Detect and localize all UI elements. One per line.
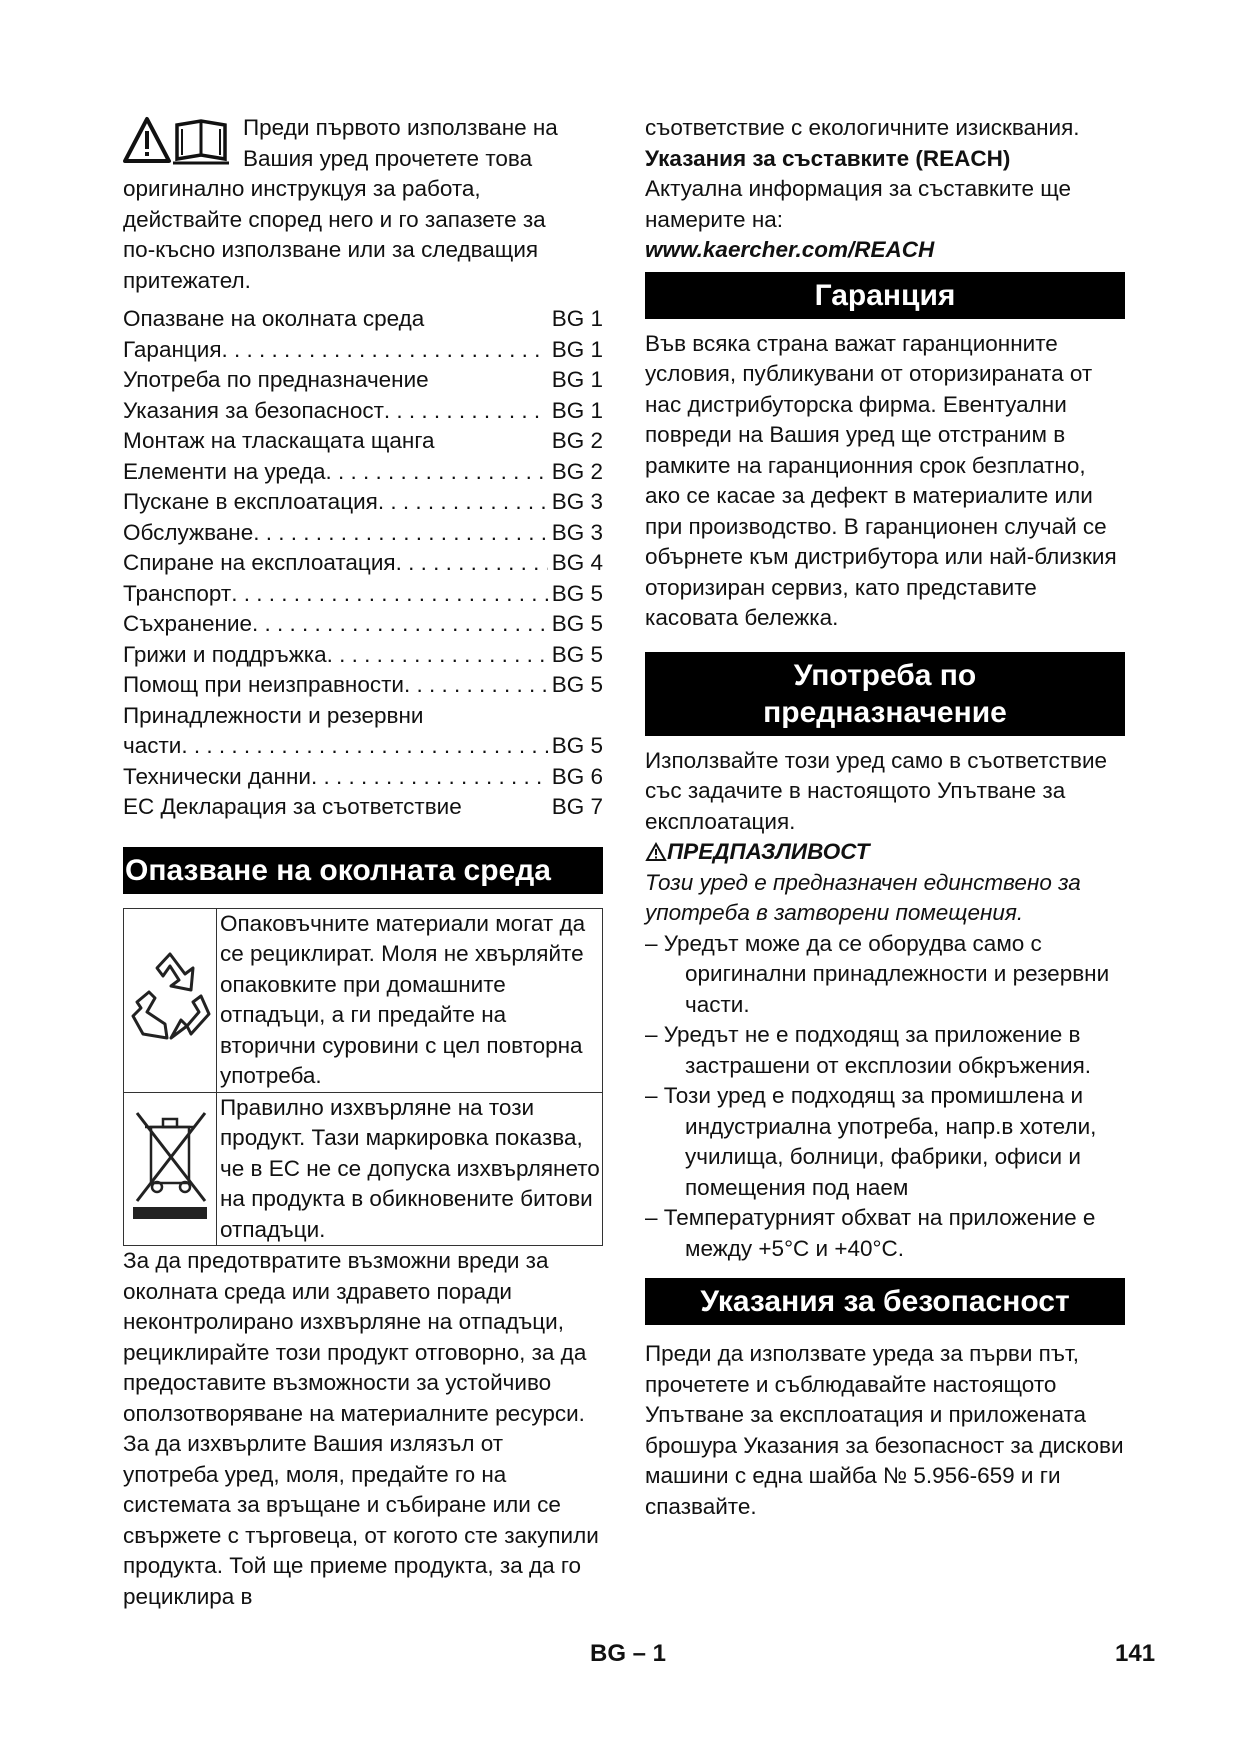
intro-line-5: по-късно използване или за следващия bbox=[123, 237, 539, 262]
intro-line-2: Вашия уред прочетете това bbox=[243, 145, 533, 171]
toc-entry-page: BG 1 bbox=[551, 367, 603, 392]
toc-entry-page: BG 2 bbox=[551, 428, 603, 453]
toc-leader-dots bbox=[181, 731, 547, 762]
toc-entry-page: BG 5 bbox=[551, 672, 603, 697]
toc-entry-title: Спиране на експлоатация bbox=[123, 550, 396, 575]
intro-line-4: действайте според него и го запазете за bbox=[123, 206, 546, 232]
toc-entry-title: Пускане в експлоатация bbox=[123, 489, 378, 514]
toc-entry-page: BG 7 bbox=[551, 794, 603, 819]
intro-line-3: оригинално инструкцуя за работа, bbox=[123, 176, 481, 201]
toc-leader-dots bbox=[462, 792, 548, 823]
table-row bbox=[124, 1092, 603, 1246]
warning-icon bbox=[645, 842, 667, 862]
toc-entry-title: Технически данни bbox=[123, 763, 311, 789]
toc-entry bbox=[123, 457, 603, 488]
reach-heading: Указания за съставките (REACH) bbox=[645, 145, 1011, 171]
toc-entry-page: BG 4 bbox=[551, 550, 603, 575]
table-row bbox=[124, 908, 603, 1092]
page-number: 141 bbox=[1115, 1640, 1156, 1667]
recycle-text: Опаковъчните материали могат да се рециклират. Моля не хвърляйте опаковките при домашните отпадъци, а ги предайте на вторични суровини с цел повторна употреба. bbox=[217, 908, 603, 1092]
toc-leader-dots bbox=[404, 670, 548, 701]
toc-entry bbox=[123, 304, 603, 335]
recycle-icon bbox=[127, 946, 213, 1046]
caution-label-row bbox=[645, 837, 1125, 868]
toc-entry-page: BG 1 bbox=[551, 397, 603, 423]
toc-entry-page: BG 5 bbox=[551, 611, 603, 636]
warning-and-manual-icon bbox=[123, 115, 233, 167]
intended-use-heading-line-2: предназначение bbox=[763, 695, 1007, 729]
list-item: – Температурният обхват на приложение е между +5°C и +40°C. bbox=[645, 1205, 1096, 1261]
toc-entry-title: Обслужване bbox=[123, 519, 254, 545]
toc-entry bbox=[123, 487, 603, 518]
toc-entry-page: BG 2 bbox=[551, 458, 603, 484]
toc-entry-title: Грижи и поддръжка bbox=[123, 641, 327, 667]
safety-text: Преди да използвате уреда за първи път, прочетете и съблюдавайте настоящото Упътване за експлоатация и приложената брошура Указания за безопасност за дискови машини с една шайба № 5.956-659 и ги спазвайте. bbox=[645, 1341, 1124, 1519]
toc-leader-dots bbox=[423, 701, 599, 732]
toc-leader-dots bbox=[222, 335, 548, 366]
toc-entry bbox=[123, 518, 603, 549]
crossed-bin-icon bbox=[127, 1105, 213, 1225]
toc-entry-title: Принадлежности и резервни bbox=[123, 702, 424, 728]
toc-entry-title: ЕС Декларация за съответствие bbox=[123, 794, 462, 819]
toc-leader-dots bbox=[429, 365, 548, 396]
environment-paragraph: За да предотвратите възможни вреди за околната среда или здравето поради неконтролирано изхвърляне на отпадъци, рециклирайте този продукт отговорно, за да предоставите възможности за устойчиво оползотворяване на материалните ресурси. За да изхвърлите Вашия излязъл от употреба уред, моля, предайте го на системата за връщане и събиране или се свържете с търговеца, от когото сте закупили продукта. Той ще приеме продукта, за да го рециклира в bbox=[123, 1248, 599, 1609]
toc-entry bbox=[123, 609, 603, 640]
toc-entry-page: BG 3 bbox=[551, 519, 603, 545]
environment-symbols-table bbox=[123, 908, 603, 1247]
intro-line-1: Преди първото използване на bbox=[243, 115, 558, 140]
reach-text: Актуална информация за съставките ще намерите на: bbox=[645, 176, 1072, 232]
toc-entry-page: BG 1 bbox=[551, 306, 603, 331]
toc-leader-dots bbox=[326, 457, 548, 488]
toc-entry-title: части bbox=[123, 733, 182, 758]
toc-entry-title: Употреба по предназначение bbox=[123, 367, 429, 392]
right-column bbox=[645, 113, 1125, 1522]
toc-entry-page: BG 5 bbox=[551, 580, 603, 606]
toc-entry-page: BG 5 bbox=[551, 733, 603, 758]
toc-entry bbox=[123, 548, 603, 579]
list-item: – Този уред е подходящ за промишлена и индустриална употреба, напр.в хотели, училища, болници, фабрики, офиси и помещения под наем bbox=[645, 1083, 1097, 1200]
disposal-text: Правилно изхвърляне на този продукт. Тази маркировка показва, че в ЕС не се допуска изхвърлянето на продукта в обикновените битови отпадъци. bbox=[217, 1092, 603, 1246]
toc-entry bbox=[123, 426, 603, 457]
environment-heading: Опазване на околната среда bbox=[123, 847, 603, 894]
toc-entry bbox=[123, 731, 603, 762]
footer-section-label: BG – 1 bbox=[590, 1640, 667, 1667]
toc-entry bbox=[123, 396, 603, 427]
toc-entry bbox=[123, 579, 603, 610]
environment-continuation: съответствие с екологичните изисквания. bbox=[645, 115, 1080, 140]
toc-leader-dots bbox=[231, 579, 548, 610]
toc-entry bbox=[123, 365, 603, 396]
toc-entry-page: BG 5 bbox=[551, 641, 603, 667]
toc-entry-title: Съхранение bbox=[123, 611, 253, 636]
caution-label: ПРЕДПАЗЛИВОСТ bbox=[667, 839, 870, 864]
toc-entry-title: Монтаж на тласкащата щанга bbox=[123, 428, 435, 453]
toc-entry-title: Гаранция bbox=[123, 336, 222, 362]
toc-leader-dots bbox=[435, 426, 548, 457]
intended-use-list bbox=[645, 929, 1125, 1265]
reach-url: www.kaercher.com/REACH bbox=[645, 237, 935, 262]
toc-entry bbox=[123, 335, 603, 366]
toc-entry-title: Помощ при неизправности bbox=[123, 672, 404, 697]
intended-use-heading-line-1: Употреба по bbox=[793, 658, 977, 692]
toc-entry bbox=[123, 701, 603, 732]
intro-line-6: притежател. bbox=[123, 267, 251, 293]
table-of-contents bbox=[123, 304, 603, 823]
toc-entry bbox=[123, 670, 603, 701]
toc-leader-dots bbox=[378, 487, 548, 518]
toc-entry-page: BG 1 bbox=[551, 336, 603, 362]
toc-leader-dots bbox=[327, 640, 548, 671]
toc-entry-title: Указания за безопасност bbox=[123, 397, 384, 423]
toc-entry-title: Транспорт bbox=[123, 580, 232, 606]
toc-leader-dots bbox=[253, 518, 547, 549]
toc-leader-dots bbox=[396, 548, 548, 579]
warranty-heading: Гаранция bbox=[645, 272, 1125, 319]
toc-leader-dots bbox=[252, 609, 548, 640]
recycle-icon-cell bbox=[124, 908, 217, 1092]
list-item: – Уредът може да се оборудва само с оригинални принадлежности и резервни части. bbox=[645, 930, 1110, 1017]
list-item: – Уредът не е подходящ за приложение в застрашени от експлозии обкръжения. bbox=[645, 1022, 1091, 1078]
toc-entry-page bbox=[599, 701, 603, 732]
intended-use-text: Използвайте този уред само в съответствие със задачите в настоящото Упътване за експлоатация. bbox=[645, 747, 1108, 834]
toc-leader-dots bbox=[311, 762, 548, 793]
toc-leader-dots bbox=[384, 396, 548, 427]
toc-entry-page: BG 6 bbox=[551, 763, 603, 789]
disposal-icon-cell bbox=[124, 1092, 217, 1246]
intended-use-heading bbox=[645, 652, 1125, 736]
toc-entry bbox=[123, 792, 603, 823]
intro-block bbox=[123, 113, 603, 296]
left-column bbox=[123, 113, 603, 1612]
toc-entry bbox=[123, 762, 603, 793]
caution-text: Този уред е предназначен единствено за употреба в затворени помещения. bbox=[645, 869, 1081, 925]
toc-entry-title: Опазване на околната среда bbox=[123, 306, 425, 331]
toc-entry-title: Елементи на уреда bbox=[123, 458, 326, 484]
toc-leader-dots bbox=[424, 304, 547, 335]
warranty-text: Във всяка страна важат гаранционните условия, публикувани от оторизираната от нас дистрибуторска фирма. Евентуални повреди на Вашия уред ще отстраним в рамките на гаранционния срок безплатно, ако се касае за дефект в материалите или при производство. В гаранционен случай се обърнете към дистрибутора или най-близкия оторизиран сервиз, като представите касовата бележка. bbox=[645, 330, 1117, 630]
toc-entry bbox=[123, 640, 603, 671]
safety-heading: Указания за безопасност bbox=[645, 1278, 1125, 1325]
toc-entry-page: BG 3 bbox=[551, 489, 603, 514]
